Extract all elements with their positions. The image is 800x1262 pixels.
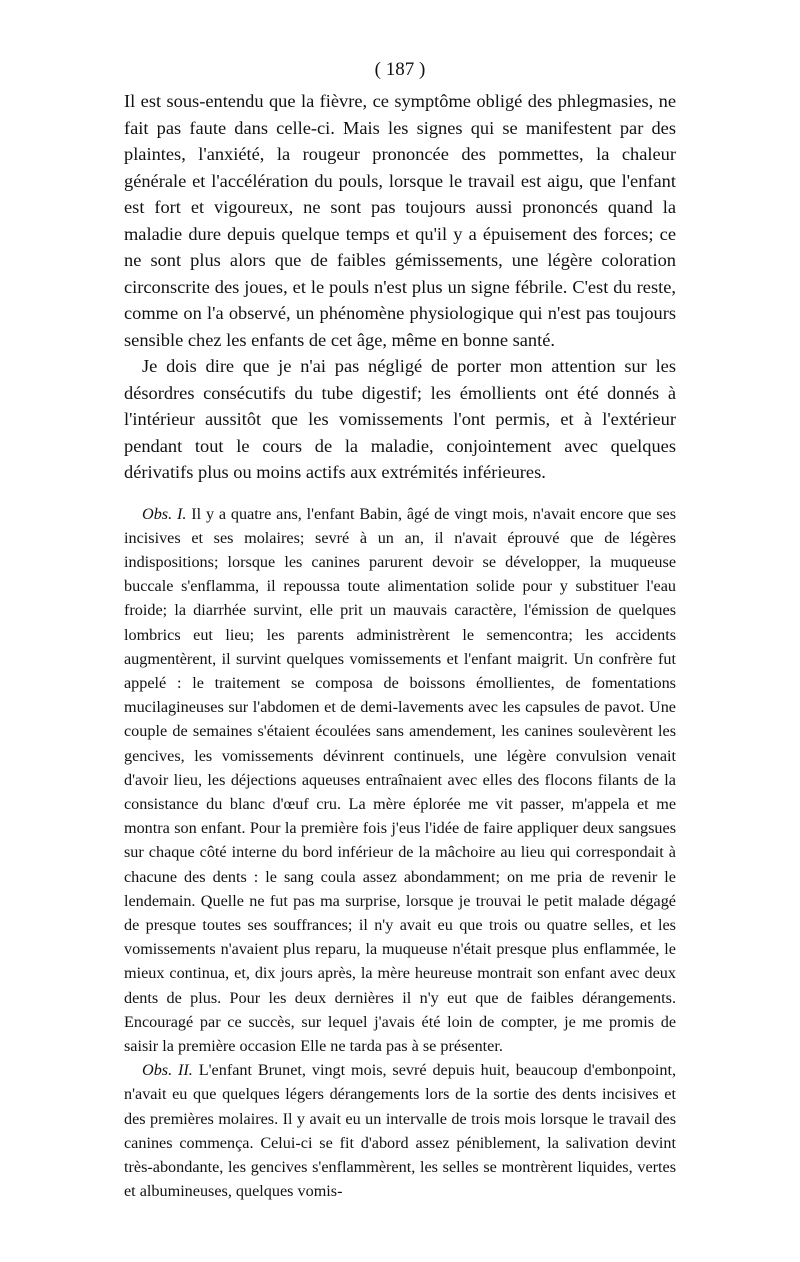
observation-1-text: Il y a quatre ans, l'enfant Babin, âgé de vingt mois, n'avait encore que ses incisives et ses molaires; sevré à un an, il n'avait éprouvé que de légères indispositions; lorsque les canines parurent devoir se développer, la muqueuse buccale s'enflamma, il repoussa toute alimentation solide pour y substituer l'eau froide; la diarrhée survint, elle prit un mauvais caractère, l'émission de quelques lombrics eut lieu; les parents administrèrent le semencontra; les accidents augmentèrent, il survint quelques vomissements et l'enfant maigrit. Un confrère fut appelé : le traitement se composa de boissons émollientes, de fomentations mucilagineuses sur l'abdomen et de demi-lavements avec les capsules de pavot. Une couple de semaines s'étaient écoulées sans amendement, les canines soulevèrent les gencives, les vomissements dévinrent continuels, une légère convulsion venait d'avoir lieu, les déjections aqueuses entraînaient avec elles des flocons filants de la consistance du blanc d'œuf cru. La mère éplorée me vit passer, m'appela et me montra son enfant. Pour la première fois j'eus l'idée de faire appliquer deux sangsues sur chaque côté interne du bord inférieur de la mâchoire au lieu qui correspondait à chacune des dents : le sang coula assez abondamment; on me pria de revenir le lendemain. Quelle ne fut pas ma surprise, lorsque je trouvai le petit malade dégagé de presque toutes ses souffrances; il n'y avait eu que trois ou quatre selles, et les vomissements n'avaient plus reparu, la muqueuse n'était presque plus enflammée, le mieux continua, et, dix jours après, la mère heureuse montrait son enfant avec deux dents de plus. Pour les deux dernières il n'y eut que de faibles dérangements. Encouragé par ce succès, sur lequel j'avais été loin de compter, je me promis de saisir la première occasion Elle ne tarda pas à se présenter. <box>124 504 676 1055</box>
book-page <box>124 58 676 1203</box>
observation-2 <box>124 1058 676 1203</box>
observation-1-label: Obs. I. <box>142 504 187 523</box>
observation-2-label: Obs. II. <box>142 1061 193 1080</box>
observations <box>124 502 676 1204</box>
paragraph-fever: Il est sous-entendu que la fièvre, ce symptôme obligé des phlegmasies, ne fait pas faute dans celle-ci. Mais les signes qui se manifestent par des plaintes, l'anxiété, la rougeur prononcée des pommettes, la chaleur générale et l'accélération du pouls, lorsque le travail est aigu, que l'enfant est fort et vigoureux, ne sont pas toujours aussi prononcés quand la maladie dure depuis quelque temps et qu'il y a épuisement des forces; ce ne sont plus alors que de faibles gémissements, une légère coloration circonscrite des joues, et le pouls n'est plus un signe fébrile. C'est du reste, comme on l'a observé, un phénomène physiologique qui n'est pas toujours sensible chez les enfants de cet âge, même en bonne santé. <box>124 91 676 350</box>
page-number: ( 187 ) <box>374 59 426 80</box>
observation-1 <box>124 502 676 1059</box>
observation-2-text: L'enfant Brunet, vingt mois, sevré depuis huit, beaucoup d'embonpoint, n'avait eu que quelques légers dérangements lors de la sortie des dents incisives et des premières molaires. Il y avait eu un intervalle de trois mois lorsque le travail des canines commença. Celui-ci se fit d'abord assez péniblement, la salivation devint très-abondante, les gencives s'enflammèrent, les selles se montrèrent liquides, vertes et albumineuses, quelques vomis- <box>124 1061 677 1201</box>
paragraph-digestive: Je dois dire que je n'ai pas négligé de porter mon attention sur les désordres consécutifs du tube digestif; les émollients ont été donnés à l'intérieur aussitôt que les vomissements l'ont permis, et à l'extérieur pendant tout le cours de la maladie, conjointement avec quelques dérivatifs plus ou moins actifs aux extrémités inférieures. <box>124 356 676 482</box>
main-text <box>124 88 676 486</box>
